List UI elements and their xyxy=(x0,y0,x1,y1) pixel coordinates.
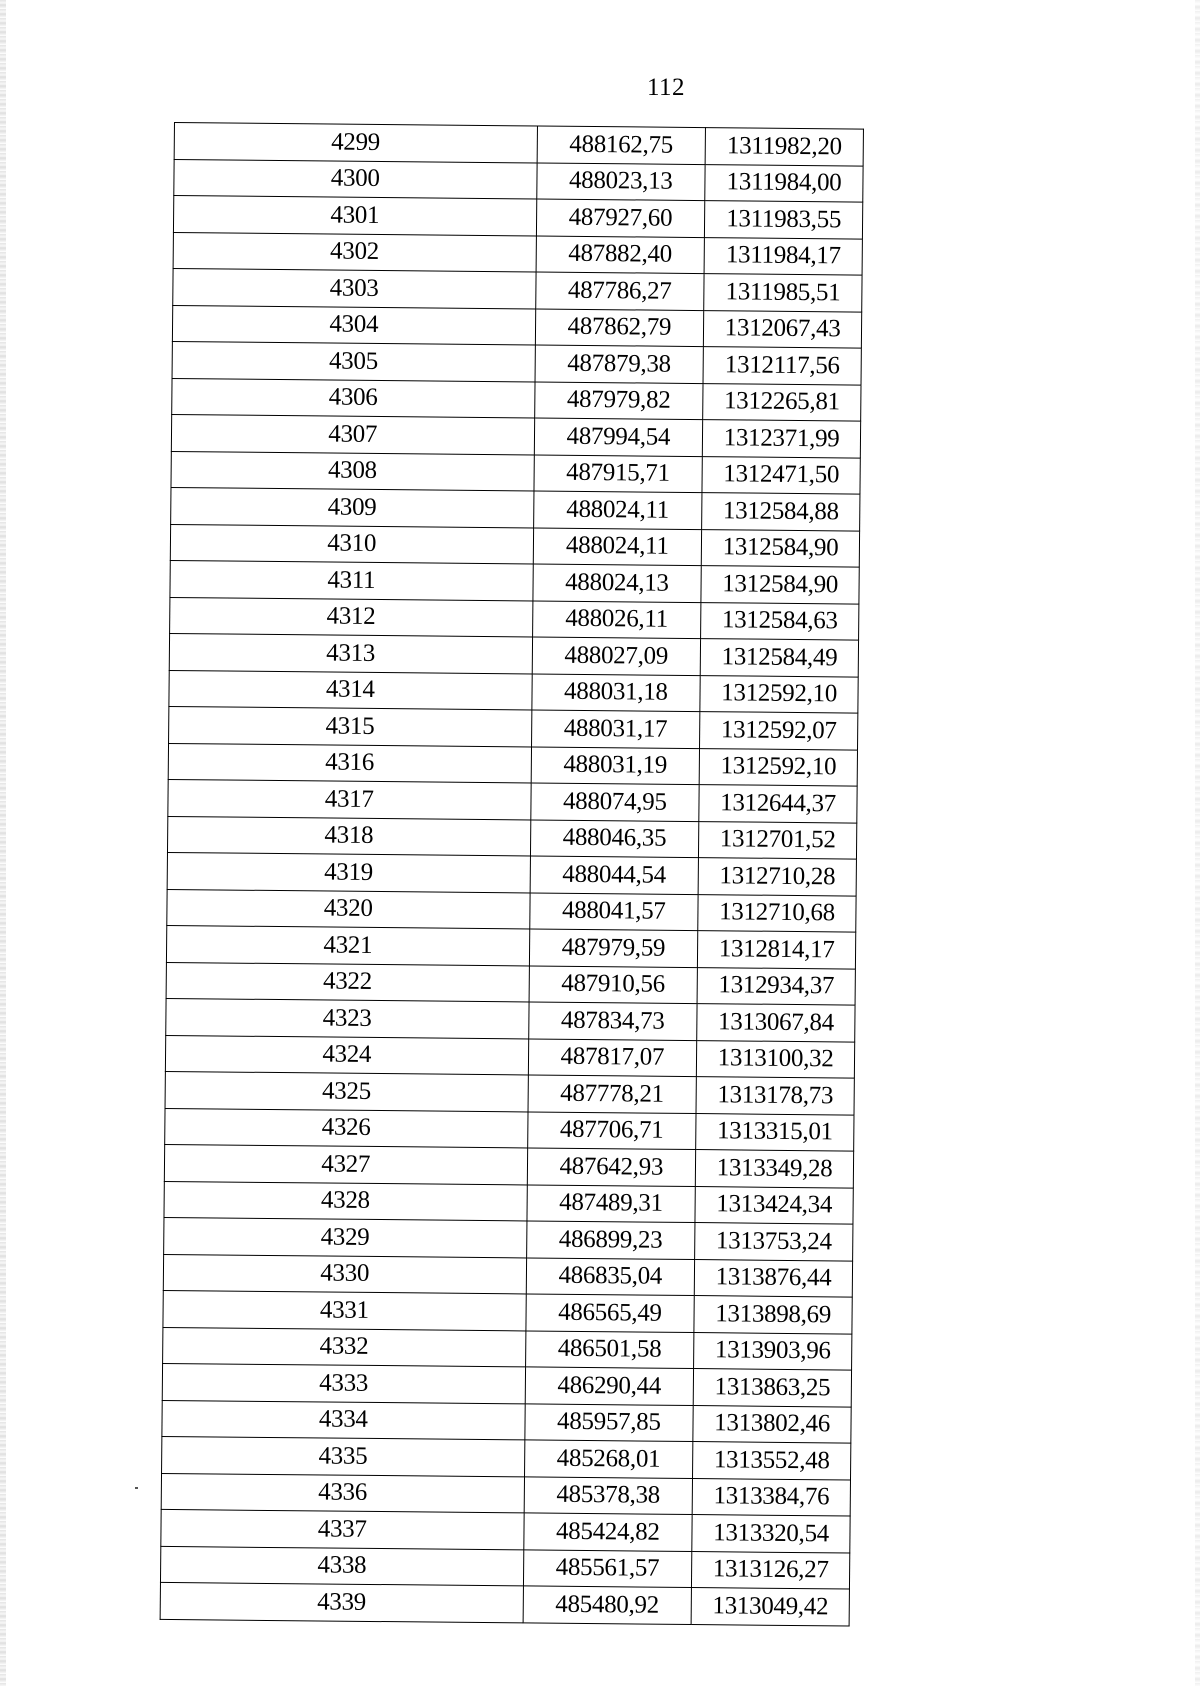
x-coordinate-cell: 488031,19 xyxy=(531,746,700,784)
x-coordinate-cell: 487927,60 xyxy=(536,199,705,237)
point-number-cell: 4337 xyxy=(161,1509,524,1549)
point-number-cell: 4327 xyxy=(164,1144,527,1184)
x-coordinate-cell: 487879,38 xyxy=(535,345,704,383)
x-coordinate-cell: 487706,71 xyxy=(527,1111,696,1149)
y-coordinate-cell: 1313100,32 xyxy=(697,1040,855,1078)
x-coordinate-cell: 487817,07 xyxy=(528,1038,697,1076)
x-coordinate-cell: 486899,23 xyxy=(526,1221,695,1259)
point-number-cell: 4300 xyxy=(174,159,537,199)
point-number-cell: 4332 xyxy=(163,1327,526,1367)
point-number-cell: 4302 xyxy=(173,232,536,272)
point-number-cell: 4301 xyxy=(173,196,536,236)
y-coordinate-cell: 1312265,81 xyxy=(703,383,861,421)
x-coordinate-cell: 488024,11 xyxy=(533,491,702,529)
coordinates-table-body xyxy=(160,123,863,1626)
x-coordinate-cell: 486501,58 xyxy=(525,1330,694,1368)
y-coordinate-cell: 1312117,56 xyxy=(703,347,861,385)
point-number-cell: 4304 xyxy=(172,305,535,345)
scan-edge-left xyxy=(0,0,6,1686)
x-coordinate-cell: 486835,04 xyxy=(526,1257,695,1295)
x-coordinate-cell: 487489,31 xyxy=(526,1184,695,1222)
x-coordinate-cell: 485378,38 xyxy=(524,1476,693,1514)
y-coordinate-cell: 1313067,84 xyxy=(697,1004,855,1042)
x-coordinate-cell: 488023,13 xyxy=(536,162,705,200)
y-coordinate-cell: 1313424,34 xyxy=(695,1186,853,1224)
y-coordinate-cell: 1311984,00 xyxy=(705,164,863,202)
x-coordinate-cell: 488026,11 xyxy=(532,600,701,638)
x-coordinate-cell: 488031,18 xyxy=(531,673,700,711)
y-coordinate-cell: 1313802,46 xyxy=(693,1405,851,1443)
x-coordinate-cell: 487979,82 xyxy=(534,381,703,419)
y-coordinate-cell: 1313349,28 xyxy=(695,1150,853,1188)
x-coordinate-cell: 487786,27 xyxy=(535,272,704,310)
point-number-cell: 4330 xyxy=(163,1254,526,1294)
y-coordinate-cell: 1311982,20 xyxy=(705,128,863,166)
point-number-cell: 4299 xyxy=(174,123,537,163)
point-number-cell: 4305 xyxy=(172,341,535,381)
point-number-cell: 4328 xyxy=(164,1181,527,1221)
x-coordinate-cell: 485561,57 xyxy=(523,1549,692,1587)
point-number-cell: 4310 xyxy=(170,524,533,564)
y-coordinate-cell: 1313753,24 xyxy=(695,1223,853,1261)
y-coordinate-cell: 1312584,49 xyxy=(700,639,858,677)
x-coordinate-cell: 486290,44 xyxy=(525,1367,694,1405)
point-number-cell: 4321 xyxy=(166,925,529,965)
table-row xyxy=(160,1582,849,1625)
y-coordinate-cell: 1312471,50 xyxy=(702,456,860,494)
x-coordinate-cell: 488162,75 xyxy=(537,126,706,164)
point-number-cell: 4314 xyxy=(169,670,532,710)
x-coordinate-cell: 488074,95 xyxy=(530,783,699,821)
point-number-cell: 4307 xyxy=(171,414,534,454)
x-coordinate-cell: 487778,21 xyxy=(528,1075,697,1113)
y-coordinate-cell: 1313898,69 xyxy=(694,1296,852,1334)
point-number-cell: 4303 xyxy=(173,268,536,308)
y-coordinate-cell: 1313384,76 xyxy=(692,1478,850,1516)
x-coordinate-cell: 485957,85 xyxy=(524,1403,693,1441)
x-coordinate-cell: 487979,59 xyxy=(529,929,698,967)
page-number: 112 xyxy=(646,74,686,101)
y-coordinate-cell: 1313315,01 xyxy=(696,1113,854,1151)
point-number-cell: 4320 xyxy=(167,889,530,929)
point-number-cell: 4331 xyxy=(163,1290,526,1330)
y-coordinate-cell: 1312644,37 xyxy=(699,785,857,823)
x-coordinate-cell: 488041,57 xyxy=(529,892,698,930)
scan-speck xyxy=(135,1487,138,1489)
x-coordinate-cell: 488046,35 xyxy=(530,819,699,857)
point-number-cell: 4338 xyxy=(160,1546,523,1586)
y-coordinate-cell: 1311985,51 xyxy=(704,274,862,312)
y-coordinate-cell: 1311983,55 xyxy=(705,201,863,239)
y-coordinate-cell: 1312592,10 xyxy=(700,675,858,713)
point-number-cell: 4323 xyxy=(166,998,529,1038)
x-coordinate-cell: 487882,40 xyxy=(536,235,705,273)
y-coordinate-cell: 1312067,43 xyxy=(704,310,862,348)
y-coordinate-cell: 1312584,63 xyxy=(701,602,859,640)
x-coordinate-cell: 487642,93 xyxy=(527,1148,696,1186)
y-coordinate-cell: 1312584,88 xyxy=(702,493,860,531)
x-coordinate-cell: 486565,49 xyxy=(525,1294,694,1332)
scan-edge-right xyxy=(1195,0,1200,1686)
y-coordinate-cell: 1313049,42 xyxy=(691,1588,849,1626)
point-number-cell: 4311 xyxy=(170,560,533,600)
y-coordinate-cell: 1312701,52 xyxy=(699,821,857,859)
point-number-cell: 4309 xyxy=(171,487,534,527)
y-coordinate-cell: 1312814,17 xyxy=(698,931,856,969)
point-number-cell: 4322 xyxy=(166,962,529,1002)
y-coordinate-cell: 1313903,96 xyxy=(694,1332,852,1370)
point-number-cell: 4316 xyxy=(168,743,531,783)
point-number-cell: 4336 xyxy=(161,1473,524,1513)
point-number-cell: 4326 xyxy=(165,1108,528,1148)
y-coordinate-cell: 1313876,44 xyxy=(694,1259,852,1297)
y-coordinate-cell: 1312710,28 xyxy=(698,858,856,896)
point-number-cell: 4339 xyxy=(160,1582,523,1622)
point-number-cell: 4334 xyxy=(162,1400,525,1440)
x-coordinate-cell: 485424,82 xyxy=(523,1513,692,1551)
x-coordinate-cell: 487915,71 xyxy=(533,454,702,492)
x-coordinate-cell: 487834,73 xyxy=(528,1002,697,1040)
x-coordinate-cell: 488044,54 xyxy=(530,856,699,894)
y-coordinate-cell: 1311984,17 xyxy=(704,237,862,275)
point-number-cell: 4317 xyxy=(168,779,531,819)
x-coordinate-cell: 487910,56 xyxy=(529,965,698,1003)
x-coordinate-cell: 487994,54 xyxy=(534,418,703,456)
y-coordinate-cell: 1313126,27 xyxy=(692,1551,850,1589)
y-coordinate-cell: 1313863,25 xyxy=(693,1369,851,1407)
point-number-cell: 4319 xyxy=(167,852,530,892)
x-coordinate-cell: 488024,11 xyxy=(533,527,702,565)
x-coordinate-cell: 485480,92 xyxy=(523,1586,692,1624)
point-number-cell: 4306 xyxy=(172,378,535,418)
point-number-cell: 4318 xyxy=(167,816,530,856)
x-coordinate-cell: 485268,01 xyxy=(524,1440,693,1478)
point-number-cell: 4329 xyxy=(164,1217,527,1257)
y-coordinate-cell: 1313178,73 xyxy=(696,1077,854,1115)
y-coordinate-cell: 1312371,99 xyxy=(703,420,861,458)
y-coordinate-cell: 1312592,10 xyxy=(699,748,857,786)
point-number-cell: 4315 xyxy=(169,706,532,746)
y-coordinate-cell: 1312934,37 xyxy=(697,967,855,1005)
point-number-cell: 4333 xyxy=(162,1363,525,1403)
x-coordinate-cell: 488027,09 xyxy=(532,637,701,675)
y-coordinate-cell: 1313320,54 xyxy=(692,1515,850,1553)
y-coordinate-cell: 1312710,68 xyxy=(698,894,856,932)
x-coordinate-cell: 487862,79 xyxy=(535,308,704,346)
y-coordinate-cell: 1312584,90 xyxy=(701,566,859,604)
y-coordinate-cell: 1312592,07 xyxy=(700,712,858,750)
x-coordinate-cell: 488024,13 xyxy=(532,564,701,602)
y-coordinate-cell: 1312584,90 xyxy=(701,529,859,567)
y-coordinate-cell: 1313552,48 xyxy=(693,1442,851,1480)
point-number-cell: 4335 xyxy=(162,1436,525,1476)
point-number-cell: 4324 xyxy=(165,1035,528,1075)
x-coordinate-cell: 488031,17 xyxy=(531,710,700,748)
point-number-cell: 4308 xyxy=(171,451,534,491)
point-number-cell: 4325 xyxy=(165,1071,528,1111)
coordinates-table xyxy=(160,122,864,1626)
point-number-cell: 4313 xyxy=(169,633,532,673)
point-number-cell: 4312 xyxy=(170,597,533,637)
